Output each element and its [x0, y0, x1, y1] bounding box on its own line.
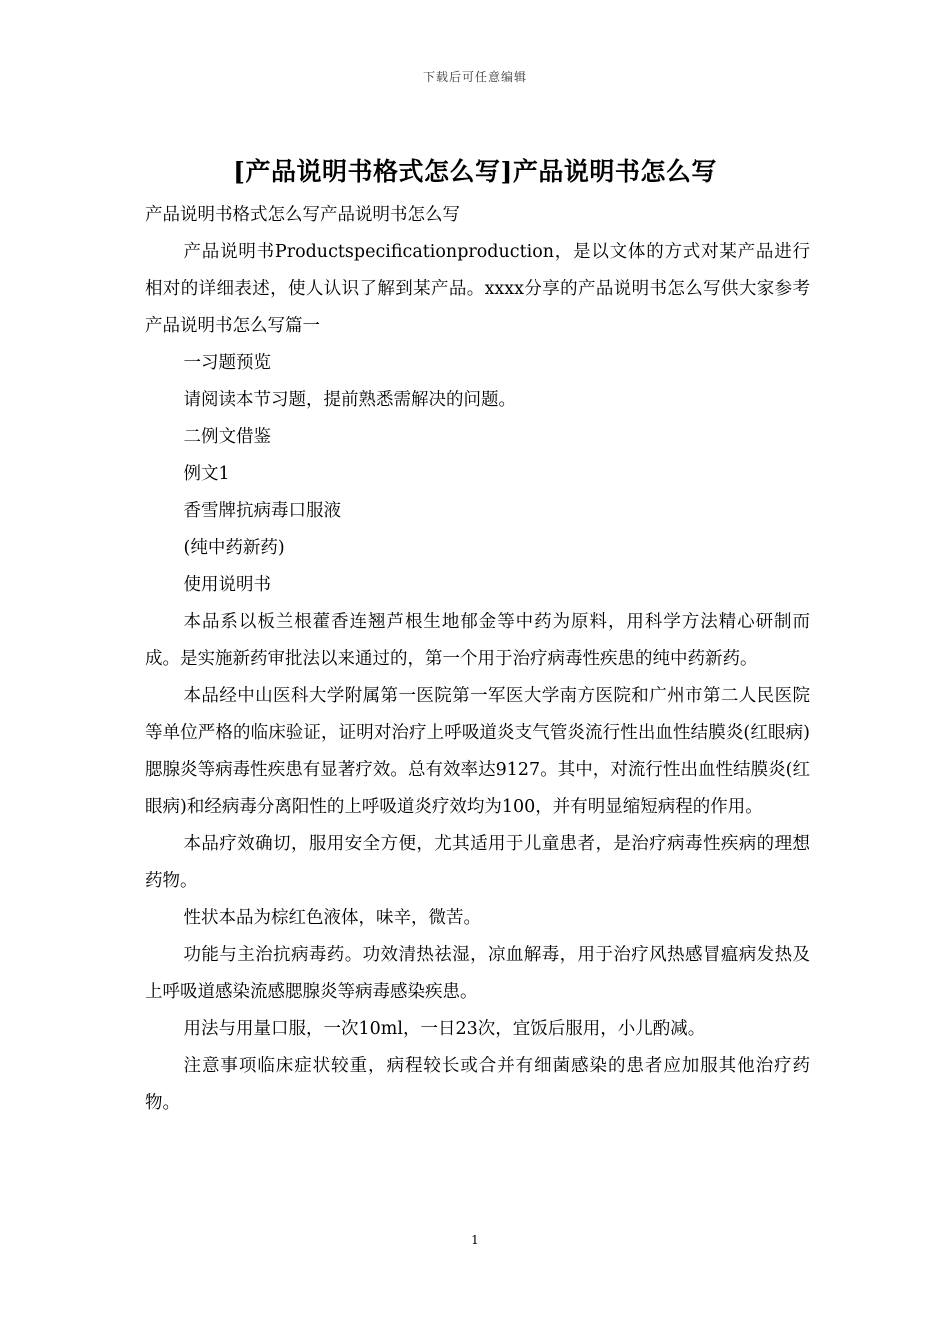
- paragraph-precautions: 注意事项临床症状较重，病程较长或合并有细菌感染的患者应加服其他治疗药物。: [145, 1056, 810, 1113]
- paragraph-product-name: 香雪牌抗病毒口服液: [183, 501, 341, 521]
- paragraph-section-1: 一习题预览: [183, 353, 271, 373]
- paragraph-example-label: 例文1: [183, 464, 230, 484]
- document-body: [145, 197, 810, 1122]
- paragraph-intro: 产品说明书Productspecificationproduction，是以文体的方式对某产品进行相对的详细表述，使人认识了解到某产品。xxxx分享的产品说明书怎么写供大家参考产品说明书怎么写篇一: [145, 242, 810, 336]
- header-note: 下载后可任意编辑: [422, 70, 527, 84]
- paragraph-manual-heading: 使用说明书: [183, 575, 271, 595]
- paragraph-composition: 本品系以板兰根藿香连翘芦根生地郁金等中药为原料，用科学方法精心研制而成。是实施新药审批法以来通过的，第一个用于治疗病毒性疾患的纯中药新药。: [145, 612, 810, 669]
- paragraph-subtitle: 产品说明书格式怎么写产品说明书怎么写: [145, 205, 460, 225]
- paragraph-instruction: 请阅读本节习题，提前熟悉需解决的问题。: [183, 390, 516, 410]
- paragraph-function: 功能与主治抗病毒药。功效清热祛湿，凉血解毒，用于治疗风热感冒瘟病发热及上呼吸道感染流感腮腺炎等病毒感染疾患。: [145, 945, 810, 1002]
- paragraph-product-type: (纯中药新药): [183, 538, 285, 558]
- paragraph-clinical: 本品经中山医科大学附属第一医院第一军医大学南方医院和广州市第二人民医院等单位严格的临床验证，证明对治疗上呼吸道炎支气管炎流行性出血性结膜炎(红眼病)腮腺炎等病毒性疾患有显著疗效。总有效率达9127。其中，对流行性出血性结膜炎(红眼病)和经病毒分离阳性的上呼吸道炎疗效均为100，并有明显缩短病程的作用。: [145, 686, 810, 817]
- paragraph-dosage: 用法与用量口服，一次10ml，一日23次，宜饭后服用，小儿酌减。: [183, 1019, 706, 1039]
- page-number: 1: [471, 1233, 479, 1247]
- paragraph-appearance: 性状本品为棕红色液体，味辛，微苦。: [183, 908, 481, 928]
- document-title: [产品说明书格式怎么写]产品说明书怎么写: [233, 157, 717, 186]
- paragraph-section-2: 二例文借鉴: [183, 427, 271, 447]
- paragraph-efficacy: 本品疗效确切，服用安全方便，尤其适用于儿童患者，是治疗病毒性疾病的理想药物。: [145, 834, 810, 891]
